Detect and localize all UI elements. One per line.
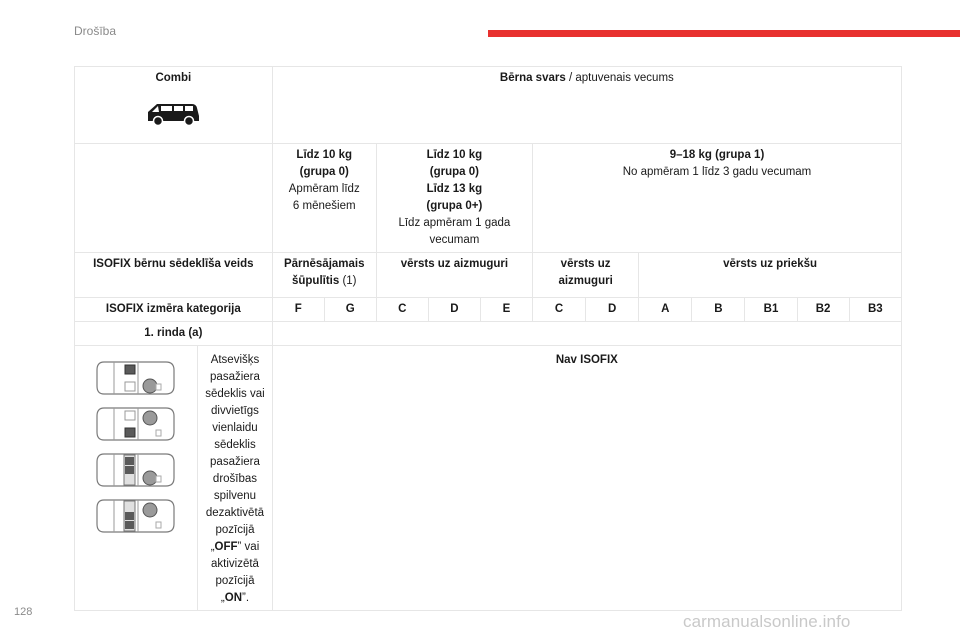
size-class: B2	[797, 298, 849, 322]
weight-header-bold: Bērna svars	[499, 72, 566, 84]
weight-group-line: Apmēram līdz	[288, 183, 360, 195]
watermark: carmanualsonline.info	[683, 612, 851, 631]
header-accent-bar	[488, 30, 960, 37]
seat-type-label: ISOFIX bērnu sēdeklīša veids	[75, 253, 273, 298]
size-class: B3	[849, 298, 901, 322]
size-class-label: ISOFIX izmēra kategorija	[75, 298, 273, 322]
seat-type-carrycot	[272, 253, 376, 298]
weight-group-line: 9–18 kg (grupa 1)	[669, 149, 765, 161]
weight-group-line: Līdz 10 kg	[426, 149, 483, 161]
seat-description-text: ”.	[242, 592, 250, 604]
weight-group-line: (grupa 0)	[299, 166, 349, 178]
seat-type-note: (1)	[339, 275, 357, 287]
weight-header-rest: / aptuvenais vecums	[565, 72, 674, 84]
seat-diagram-icon	[94, 404, 178, 444]
section-title: Drošība	[74, 24, 117, 38]
seat-type-rear-facing: vērsts uz aizmuguri	[532, 253, 638, 298]
vehicle-label: Combi	[155, 72, 192, 84]
airbag-on-label: ON	[224, 592, 242, 604]
weight-group-2	[532, 144, 901, 253]
seat-description-cell	[198, 346, 272, 611]
airbag-off-label: OFF	[214, 541, 238, 553]
seat-type-text: Pārnēsājamais	[283, 258, 365, 270]
car-icon	[144, 101, 202, 127]
seat-diagram-icon	[94, 358, 178, 398]
size-class: D	[586, 298, 639, 322]
size-class: B1	[745, 298, 797, 322]
empty-cell	[272, 322, 901, 346]
weight-group-0	[272, 144, 376, 253]
empty-cell	[75, 144, 273, 253]
size-class: G	[324, 298, 376, 322]
weight-header-cell	[272, 67, 901, 144]
weight-group-line: Līdz 13 kg	[426, 183, 483, 195]
size-class: B	[692, 298, 745, 322]
seat-type-forward-facing: vērsts uz priekšu	[639, 253, 902, 298]
weight-group-line: Līdz 10 kg	[296, 149, 353, 161]
seat-type-text: šūpulītis	[291, 275, 340, 287]
seat-description-text: ” vai aktivizētā pozīcijā „	[211, 541, 260, 604]
size-class: D	[428, 298, 480, 322]
seat-diagram-icon	[94, 450, 178, 490]
weight-group-line: vecumam	[429, 234, 480, 246]
weight-group-line: (grupa 0)	[429, 166, 479, 178]
seat-diagram-icon	[94, 496, 178, 536]
size-class: C	[376, 298, 428, 322]
vehicle-cell	[75, 67, 273, 144]
size-class: E	[480, 298, 532, 322]
weight-group-line: 6 mēnešiem	[292, 200, 356, 212]
weight-group-line: No apmēram 1 līdz 3 gadu vecumam	[622, 166, 812, 178]
row-label: 1. rinda (a)	[75, 322, 273, 346]
size-class: C	[532, 298, 585, 322]
no-isofix-cell: Nav ISOFIX	[272, 346, 901, 611]
size-class: F	[272, 298, 324, 322]
weight-group-1	[376, 144, 532, 253]
seat-description-text: Atsevišķs pasažiera sēdeklis vai divvietīgs vienlaidu sēdeklis pasažiera drošības spilvenu dezaktivētā pozīcijā „	[205, 354, 265, 553]
page-number: 128	[14, 606, 33, 618]
seat-diagrams-cell	[75, 346, 198, 611]
size-class: A	[639, 298, 692, 322]
weight-group-line: Līdz apmēram 1 gada	[398, 217, 511, 229]
isofix-table	[74, 66, 902, 611]
weight-group-line: (grupa 0+)	[426, 200, 483, 212]
seat-type-rear-facing: vērsts uz aizmuguri	[376, 253, 532, 298]
